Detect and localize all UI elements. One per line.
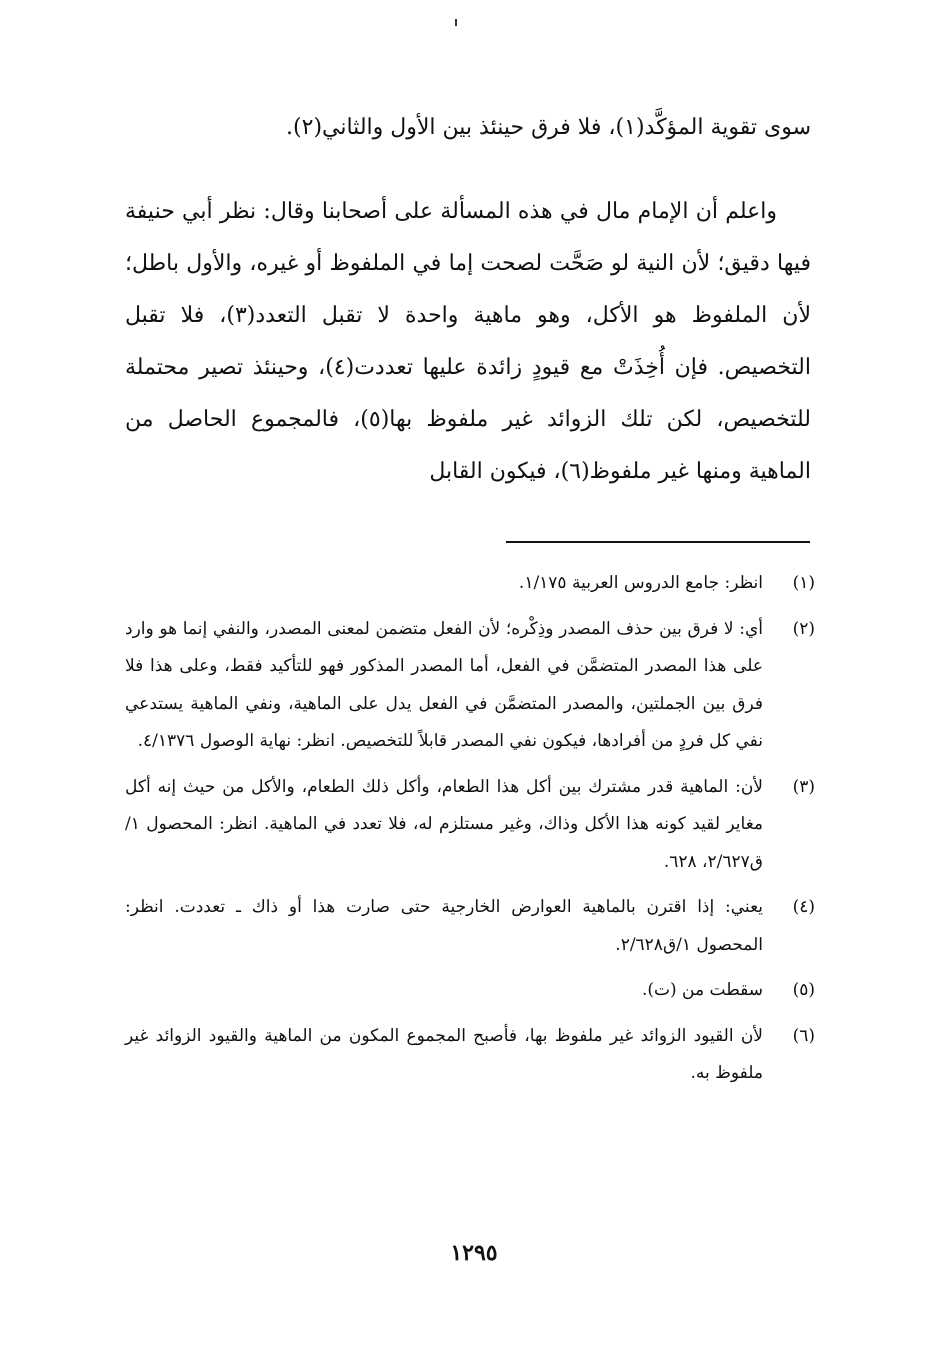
page-mark (455, 19, 457, 26)
main-paragraph-2: واعلم أن الإمام مال في هذه المسألة على أصحابنا وقال: نظر أبي حنيفة فيها دقيق؛ لأن النية لو صَحَّت لصحت إما في الملفوظ أو غيره، والأول باطل؛ لأن الملفوظ هو الأكل، وهو ماهية واحدة لا تقبل التعدد(٣)، فلا تقبل التخصيص. فإن أُخِذَتْ مع قيودٍ زائدة عليها تعددت(٤)، وحينئذ تصير محتملة للتخصيص، لكن تلك الزوائد غير ملفوظ بها(٥)، فالمجموع الحاصل من الماهية ومنها غير ملفوظ(٦)، فيكون القابل (125, 199, 812, 484)
footnote-4 (125, 889, 815, 964)
footnote-divider (506, 541, 810, 543)
footnote-text: سقطت من (ت). (641, 980, 763, 1000)
footnote-number: (٤) (792, 897, 815, 917)
page-number: ١٢٩٥ (450, 1240, 498, 1266)
footnote-text: أي: لا فرق بين حذف المصدر وذِكْره؛ لأن الفعل متضمن لمعنى المصدر، والنفي إنما هو وارد على هذا المصدر المتضمَّن في الفعل، أما المصدر المذكور فهو للتأكيد فقط، وعلى هذا فلا فرق بين الجملتين، والمصدر المتضمَّن في الفعل يدل على الماهية، ونفي الماهية يستدعي نفي كل فردٍ من أفرادها، فيكون نفي المصدر قابلاً للتخصيص. انظر: نهاية الوصول ٤/١٣٧٦. (125, 618, 763, 751)
footnotes (125, 565, 815, 1101)
footnote-text: لأن القيود الزوائد غير ملفوظ بها، فأصبح المجموع المكون من الماهية والقيود الزوائد غير ملفوظ به. (125, 1025, 763, 1083)
footnote-5 (125, 972, 815, 1010)
footnote-2 (125, 611, 815, 761)
footnote-number: (١) (792, 573, 815, 593)
main-text-body (125, 186, 811, 498)
footnote-1 (125, 565, 815, 603)
footnote-number: (٦) (792, 1025, 815, 1046)
main-text-top (125, 102, 811, 154)
footnote-text: لأن: الماهية قدر مشترك بين أكل هذا الطعام، وأكل ذلك الطعام، والأكل من حيث إنه أكل مغاير لقيد كونه هذا الأكل وذاك، وغير مستلزم له، فلا تعدد في الماهية. انظر: المحصول ١/ق٢/٦٢٧، ٦٢٨. (125, 776, 763, 872)
footnote-number: (٣) (792, 776, 815, 797)
footnote-3 (125, 769, 815, 882)
footnote-6 (125, 1018, 815, 1093)
footnote-text: انظر: جامع الدروس العربية ١/١٧٥. (518, 573, 763, 593)
footnote-number: (٢) (792, 618, 815, 639)
footnote-text: يعني: إذا اقترن بالماهية العوارض الخارجية حتى صارت هذا أو ذاك ـ تعددت. انظر: المحصول ١/ق٢/٦٢٨. (125, 897, 763, 955)
main-paragraph-1: سوى تقوية المؤكَّد(١)، فلا فرق حينئذ بين الأول والثاني(٢). (286, 115, 811, 140)
footnote-number: (٥) (792, 980, 815, 1000)
